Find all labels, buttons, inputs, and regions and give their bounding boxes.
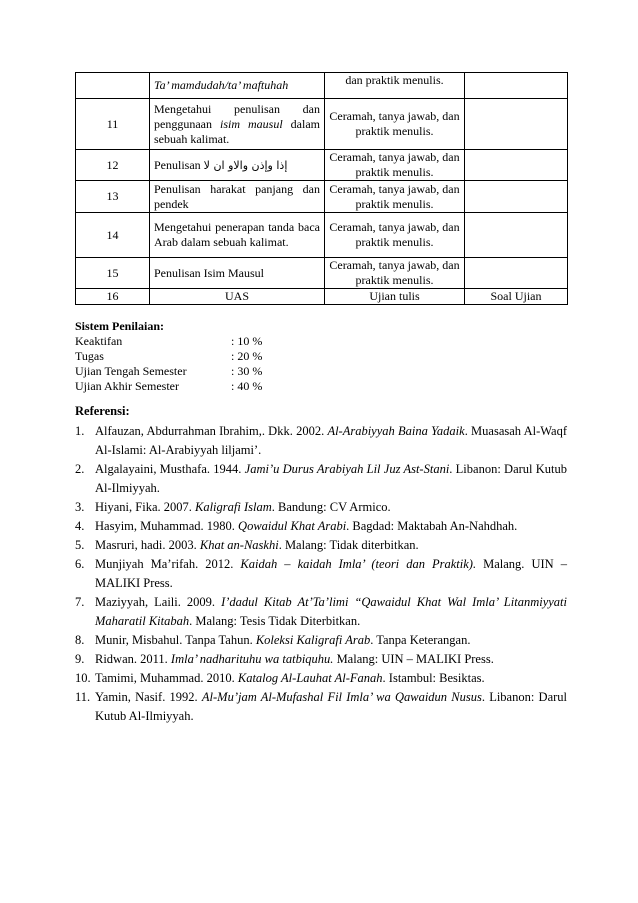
syllabus-table-body	[76, 73, 568, 305]
italic-text: Imla’ nadharituhu wa tatbiquhu.	[170, 652, 334, 666]
grading-value: : 40 %	[231, 379, 263, 393]
text-run: dalam sebuah kalimat.	[154, 116, 320, 146]
material-cell	[150, 73, 325, 99]
meeting-number-cell: 15	[76, 258, 150, 289]
reference-item	[75, 650, 567, 669]
table-row	[76, 150, 568, 181]
text-run: Penulisan Isim Mausul	[154, 265, 264, 280]
grading-value: : 10 %	[231, 334, 263, 348]
text-run: . Tanpa Keterangan.	[370, 633, 471, 647]
meeting-number-cell: 12	[76, 150, 150, 181]
text-run: . Libanon: Darul Kutub Al-Ilmiyyah.	[95, 462, 567, 495]
table-row	[76, 181, 568, 213]
reference-item	[75, 460, 567, 498]
meeting-number-cell: 11	[76, 99, 150, 150]
meeting-number-cell: 14	[76, 213, 150, 258]
text-run: Hasyim, Muhammad. 1980.	[95, 519, 239, 533]
text-run: . Bagdad: Maktabah An-Nahdhah.	[346, 519, 518, 533]
method-cell: Ceramah, tanya jawab, dan praktik menulis.	[325, 181, 465, 213]
text-run: . Bandung: CV Armico.	[271, 500, 391, 514]
notes-cell	[465, 258, 568, 289]
reference-item	[75, 688, 567, 726]
text-run: Malang: UIN – MALIKI Press.	[333, 652, 494, 666]
text-run: . Libanon: Darul Kutub Al-Ilmiyyah.	[95, 690, 567, 723]
grading-title: Sistem Penilaian:	[75, 319, 164, 333]
material-cell	[150, 258, 325, 289]
method-cell: Ujian tulis	[325, 289, 465, 305]
reference-item	[75, 517, 567, 536]
reference-number: 4.	[75, 519, 85, 533]
method-cell: dan praktik menulis.	[325, 73, 465, 99]
italic-text: Khat an-Naskhi	[199, 538, 279, 552]
meeting-number-cell	[76, 73, 150, 99]
text-run: Maziyyah, Laili. 2009.	[95, 595, 222, 609]
material-cell	[150, 99, 325, 150]
method-cell: Ceramah, tanya jawab, dan praktik menulis.	[325, 150, 465, 181]
grading-value: : 20 %	[231, 349, 263, 363]
material-cell	[150, 181, 325, 213]
reference-item	[75, 631, 567, 650]
reference-number: 3.	[75, 500, 85, 514]
text-run: UAS	[224, 289, 249, 303]
grading-list	[75, 334, 262, 394]
reference-item	[75, 555, 567, 593]
reference-number: 9.	[75, 652, 85, 666]
references-list	[75, 422, 567, 726]
reference-number: 10.	[75, 671, 91, 685]
text-run: Ridwan. 2011.	[95, 652, 171, 666]
text-run: Malang. UIN – MALIKI Press.	[95, 557, 567, 590]
text-run: Masruri, hadi. 2003.	[95, 538, 200, 552]
reference-number: 7.	[75, 595, 85, 609]
italic-text: Katalog Al-Lauhat Al-Fanah	[237, 671, 383, 685]
italic-text: I’dadul Kitab At’Ta’limi “Qawaidul Khat Wal Imla’ Litanmiyyati Maharatil Kitabah	[95, 595, 567, 628]
notes-cell: Soal Ujian	[465, 289, 568, 305]
notes-cell	[465, 73, 568, 99]
notes-cell	[465, 181, 568, 213]
text-run: . Istambul: Besiktas.	[382, 671, 485, 685]
text-run: Munir, Misbahul. Tanpa Tahun.	[95, 633, 256, 647]
table-row	[76, 99, 568, 150]
text-run: Penulisan	[154, 157, 204, 172]
italic-text: isim mausul	[219, 116, 283, 131]
reference-number: 11.	[75, 690, 91, 704]
text-run: Hiyani, Fika. 2007.	[95, 500, 195, 514]
reference-number: 6.	[75, 557, 85, 571]
grading-row	[75, 334, 262, 349]
table-row	[76, 258, 568, 289]
reference-item	[75, 536, 567, 555]
meeting-number-cell: 13	[76, 181, 150, 213]
material-cell	[150, 150, 325, 181]
reference-item	[75, 498, 567, 517]
table-row	[76, 73, 568, 99]
text-run: Algalayaini, Musthafa. 1944.	[95, 462, 245, 476]
text-run: Munjiyah Ma’rifah. 2012.	[95, 557, 241, 571]
table-row	[76, 289, 568, 305]
grading-label: Keaktifan	[75, 334, 123, 348]
italic-text: Koleksi Kaligrafi Arab	[255, 633, 371, 647]
material-cell	[150, 289, 325, 305]
text-run: . Muasasah Al-Waqf Al-Islami: Al-Arabiyyah liljami’.	[95, 424, 567, 457]
meeting-number-cell: 16	[76, 289, 150, 305]
grading-label: Ujian Tengah Semester	[75, 364, 187, 378]
italic-text: Al-Arabiyyah Baina Yadaik	[327, 424, 465, 438]
reference-item	[75, 669, 567, 688]
text-run: Mengetahui penulisan dan penggunaan	[154, 101, 320, 131]
notes-cell	[465, 150, 568, 181]
grading-row	[75, 379, 262, 394]
notes-cell	[465, 213, 568, 258]
text-run: Alfauzan, Abdurrahman Ibrahim,. Dkk. 2002.	[95, 424, 328, 438]
method-cell: Ceramah, tanya jawab, dan praktik menulis.	[325, 258, 465, 289]
text-run: Tamimi, Muhammad. 2010.	[95, 671, 238, 685]
reference-number: 5.	[75, 538, 85, 552]
italic-text: Qowaidul Khat Arabi	[238, 519, 347, 533]
grading-label: Tugas	[75, 349, 104, 363]
italic-text: Kaidah – kaidah Imla’ (teori dan Praktik).	[240, 557, 477, 571]
reference-number: 2.	[75, 462, 85, 476]
text-run: Penulisan harakat panjang dan pendek	[154, 181, 320, 211]
references-title: Referensi:	[75, 404, 130, 418]
text-run: Yamin, Nasif. 1992.	[95, 690, 202, 704]
grading-row	[75, 364, 262, 379]
italic-text: Kaligrafi Islam	[195, 500, 272, 514]
italic-text: Al-Mu’jam Al-Mufashal Fil Imla’ wa Qawaidun Nusus	[201, 690, 482, 704]
method-cell: Ceramah, tanya jawab, dan praktik menulis.	[325, 213, 465, 258]
italic-text: Ta’ mamdudah/ta’ maftuhah	[154, 78, 289, 92]
grading-section	[75, 319, 262, 394]
reference-number: 1.	[75, 424, 85, 438]
method-cell: Ceramah, tanya jawab, dan praktik menulis.	[325, 99, 465, 150]
grading-row	[75, 349, 262, 364]
grading-value: : 30 %	[231, 364, 263, 378]
reference-item	[75, 593, 567, 631]
text-run: Mengetahui penerapan tanda baca Arab dalam sebuah kalimat.	[154, 220, 320, 249]
reference-number: 8.	[75, 633, 85, 647]
grading-label: Ujian Akhir Semester	[75, 379, 179, 393]
table-row	[76, 213, 568, 258]
text-run: . Malang: Tesis Tidak Diterbitkan.	[189, 614, 361, 628]
italic-text: Jami’u Durus Arabiyah Lil Juz Ast-Stani	[244, 462, 450, 476]
syllabus-table	[75, 72, 568, 305]
reference-item	[75, 422, 567, 460]
arabic-text: إذا وإذن والاو ان لا	[203, 158, 288, 172]
material-cell	[150, 213, 325, 258]
text-run: . Malang: Tidak diterbitkan.	[278, 538, 419, 552]
notes-cell	[465, 99, 568, 150]
